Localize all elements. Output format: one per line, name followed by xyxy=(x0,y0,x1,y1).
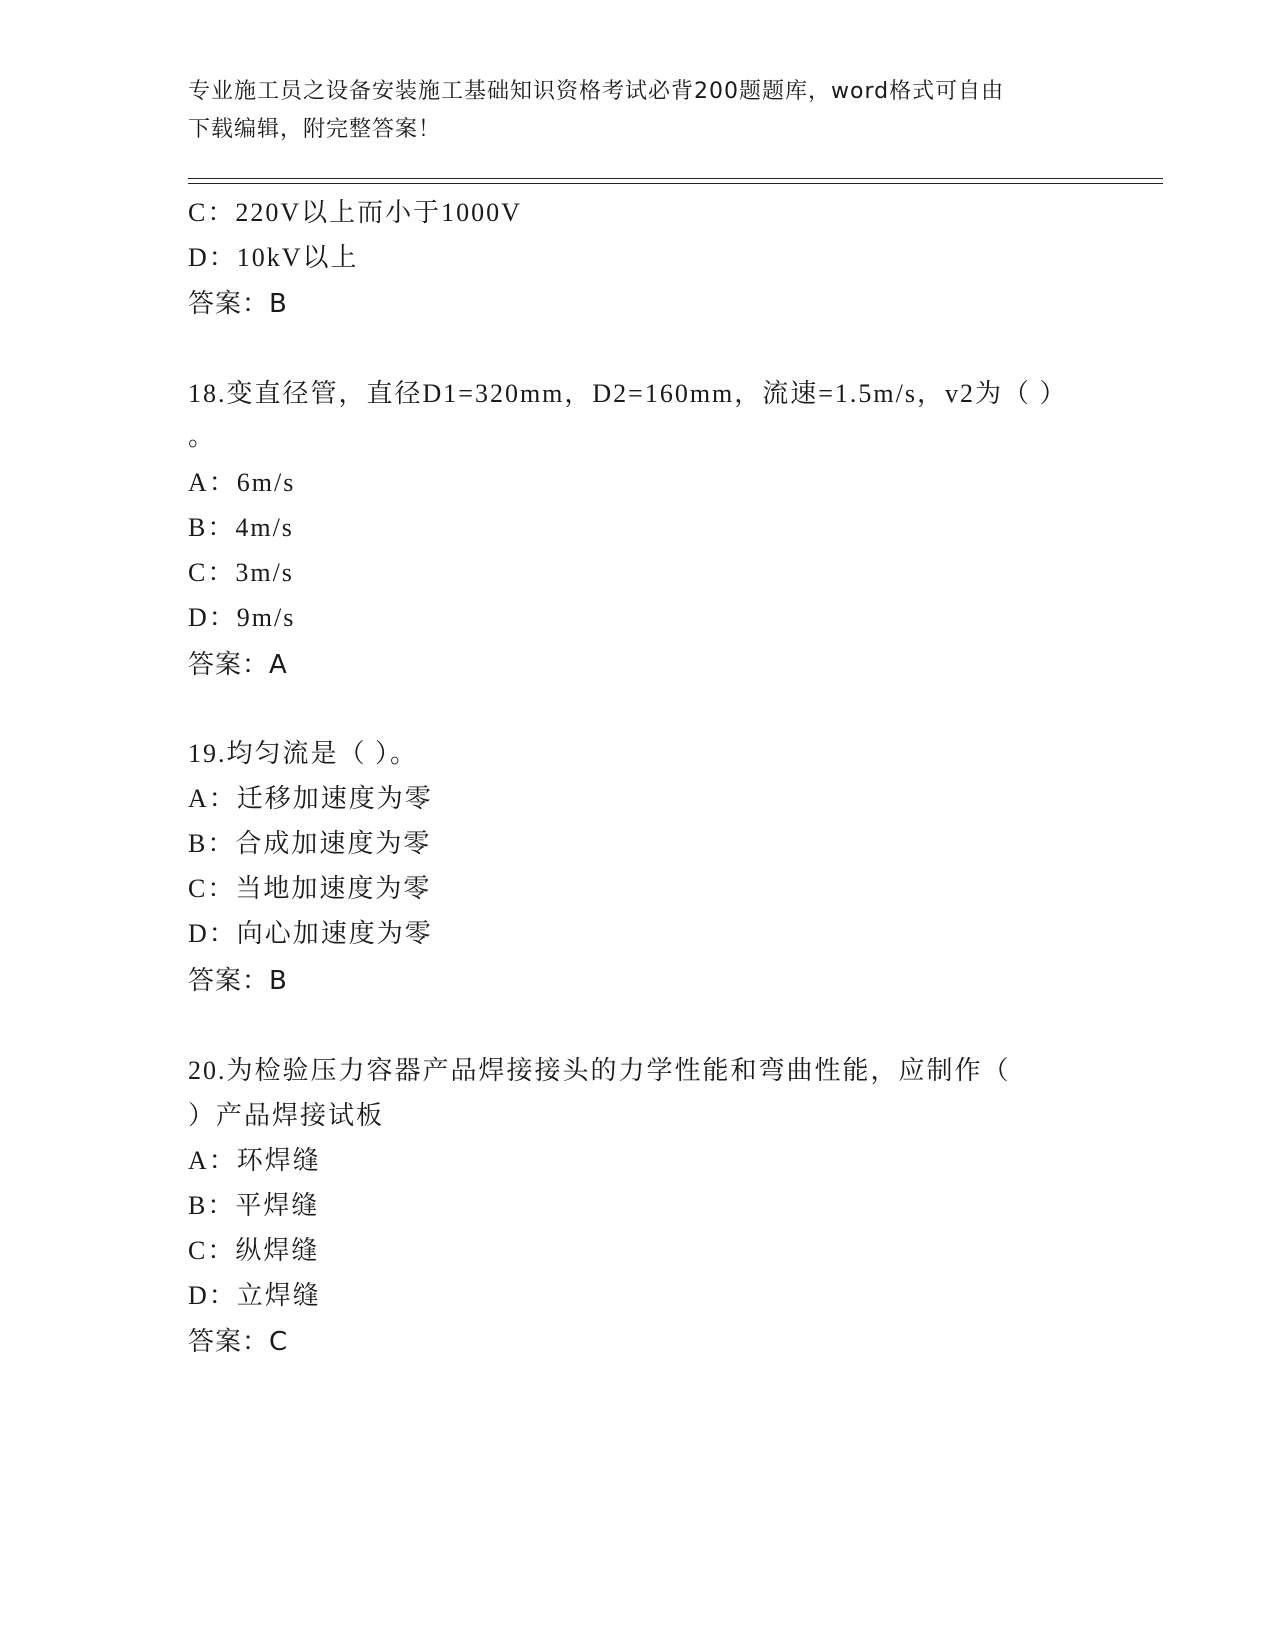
q20-option-b: B：平焊缝 xyxy=(188,1191,320,1220)
q19-option-a: A：迁移加速度为零 xyxy=(188,784,433,813)
q17-option-c: C：220V以上而小于1000V xyxy=(188,198,522,227)
header-line-1: 专业施工员之设备安装施工基础知识资格考试必背200题题库，word格式可自由 xyxy=(188,79,1005,104)
q18-stem: 18.变直径管，直径D1=320mm，D2=160mm，流速=1.5m/s，v2为（ ） xyxy=(188,379,1068,408)
q20-option-c: C：纵焊缝 xyxy=(188,1236,320,1265)
q20-option-a: A：环焊缝 xyxy=(188,1146,321,1175)
document-header xyxy=(188,73,1088,149)
q18-option-a: A：6m/s xyxy=(188,468,296,497)
q18-answer: 答案：A xyxy=(188,650,288,680)
q18-stem-continued: 。 xyxy=(188,422,217,451)
header-divider-top xyxy=(188,178,1163,179)
q20-stem: 20.为检验压力容器产品焊接接头的力学性能和弯曲性能，应制作（ xyxy=(188,1056,1011,1085)
q18-option-b: B：4m/s xyxy=(188,513,294,542)
q18-option-d: D：9m/s xyxy=(188,603,296,632)
q20-stem-continued: ）产品焊接试板 xyxy=(188,1101,385,1130)
q20-answer: 答案：C xyxy=(188,1327,289,1357)
q19-option-b: B：合成加速度为零 xyxy=(188,829,432,858)
q19-stem: 19.均匀流是（ ）。 xyxy=(188,739,419,768)
header-line-2: 下载编辑，附完整答案！ xyxy=(188,117,442,142)
q18-option-c: C：3m/s xyxy=(188,558,294,587)
q19-answer: 答案：B xyxy=(188,966,288,996)
header-divider-bottom xyxy=(188,183,1163,184)
q20-option-d: D：立焊缝 xyxy=(188,1281,321,1310)
q17-option-d: D：10kV以上 xyxy=(188,243,359,272)
q19-option-d: D：向心加速度为零 xyxy=(188,919,433,948)
q17-answer: 答案：B xyxy=(188,289,288,319)
q19-option-c: C：当地加速度为零 xyxy=(188,874,432,903)
